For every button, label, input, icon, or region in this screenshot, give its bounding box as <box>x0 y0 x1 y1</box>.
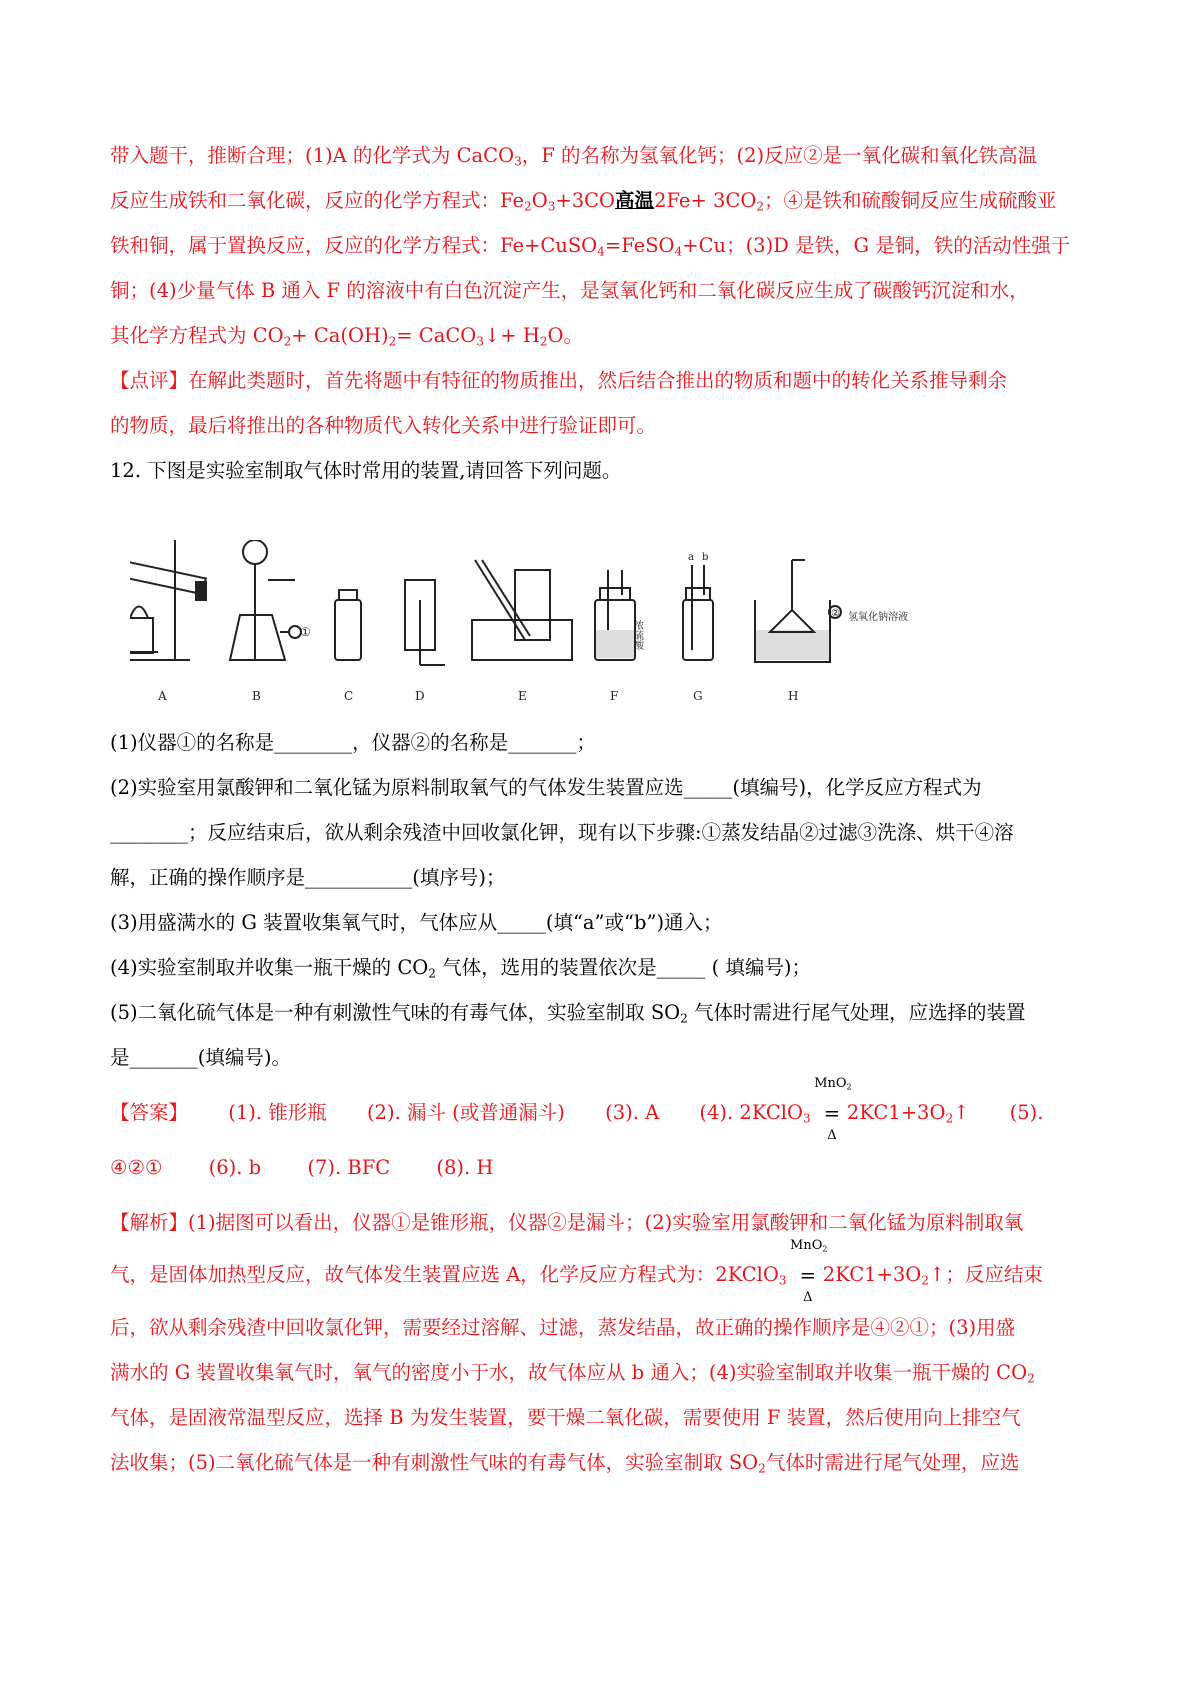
answer-1: (1). 锥形瓶 <box>228 1101 327 1124</box>
question-4 <box>110 955 811 981</box>
h-label: 氢氧化钠溶液 <box>848 612 908 623</box>
q-text: 气体，选用的装置依次是_____ ( 填编号)； <box>435 956 811 979</box>
answer-5: (5). <box>1009 1101 1044 1124</box>
sub: 2 <box>680 1011 688 1026</box>
analysis-line-1 <box>110 1210 1023 1236</box>
q-text: (4)实验室制取并收集一瓶干燥的 CO <box>110 956 429 979</box>
analysis-text: 【解析】(1)据图可以看出，仪器①是锥形瓶，仪器②是漏斗；(2)实验室用氯酸钾和二氧化锰为原料制取氧 <box>110 1211 1024 1234</box>
text: =FeSO <box>604 234 675 257</box>
text-line-1 <box>110 143 1037 169</box>
question-2a <box>110 775 982 801</box>
apparatus-e <box>472 560 572 660</box>
text: O。 <box>547 324 584 347</box>
catalyst: MnO <box>814 1075 847 1091</box>
apparatus-f <box>595 570 635 660</box>
q-text: 解，正确的操作顺序是___________(填序号)； <box>110 866 506 889</box>
sub: 3 <box>476 334 484 349</box>
text: = CaCO <box>396 324 477 347</box>
sub: 2 <box>921 1273 929 1288</box>
text-line-2 <box>110 188 1057 214</box>
question-5b <box>110 1045 291 1071</box>
apparatus-h <box>755 560 841 662</box>
apparatus-a <box>130 540 206 660</box>
label-g: G <box>693 689 703 703</box>
answer-5-value: ④②① <box>110 1156 163 1179</box>
text: O <box>531 189 548 212</box>
sub: 2 <box>283 334 292 349</box>
apparatus-b <box>230 540 301 660</box>
circle-2-label: ② <box>831 608 840 619</box>
answer-line-1 <box>110 1075 1044 1143</box>
label-a: A <box>158 689 167 703</box>
analysis-line-6 <box>110 1450 1019 1476</box>
sub: 2 <box>1027 1371 1035 1386</box>
text-line-3 <box>110 233 1070 259</box>
analysis-line-4 <box>110 1360 1035 1386</box>
question-5a <box>110 1000 1026 1026</box>
sub: 3 <box>803 1111 811 1126</box>
answer-8: (8). H <box>436 1156 494 1179</box>
text: ↓+ H <box>483 324 540 347</box>
review-text: 【点评】在解此类题时，首先将题中有特征的物质推出，然后结合推出的物质和题中的转化关系推导剩余 <box>110 369 1008 392</box>
analysis-text: 气体时需进行尾气处理，应选 <box>765 1451 1020 1474</box>
apparatus-d <box>405 580 445 665</box>
high-temp-condition: 高温 <box>615 189 655 212</box>
q-text: ________；反应结束后，欲从剩余残渣中回收氯化钾，现有以下步骤:①蒸发结晶②过滤③洗涤、烘干④溶 <box>110 821 1014 844</box>
analysis-line-5 <box>110 1405 1021 1431</box>
apparatus-c <box>335 590 361 660</box>
text: 铜；(4)少量气体 B 通入 F 的溶液中有白色沉淀产生，是氢氧化钙和二氧化碳反应生成了碳酸钙沉淀和水， <box>110 279 1029 302</box>
answer-7: (7). BFC <box>307 1156 391 1179</box>
analysis-text: 满水的 G 装置收集氧气时，氧气的密度小于水，故气体应从 b 通入；(4)实验室制取并收集一瓶干燥的 CO <box>110 1361 1028 1384</box>
text-line-4 <box>110 278 1029 304</box>
answer-3: (3). A <box>605 1101 660 1124</box>
analysis-text: ↑；反应结束 <box>928 1263 1043 1286</box>
q-text: 是_______(填编号)。 <box>110 1046 291 1069</box>
heat-symbol: Δ <box>827 1127 837 1143</box>
question-title-text: 12. 下图是实验室制取气体时常用的装置,请回答下列问题。 <box>110 459 622 482</box>
sub: 2 <box>822 1243 828 1253</box>
question-3 <box>110 910 723 936</box>
analysis-text: 气，是固体加热型反应，故气体发生装置应选 A，化学反应方程式为：2KClO <box>110 1263 779 1286</box>
g-a-label: a <box>688 552 694 563</box>
text: 2Fe+ 3CO <box>654 189 757 212</box>
label-f: F <box>610 689 619 703</box>
review-line-2 <box>110 413 656 439</box>
sub: 2 <box>758 1461 766 1476</box>
sub: 3 <box>547 199 556 214</box>
reaction-condition-2 <box>790 1237 828 1305</box>
sub: 2 <box>388 334 397 349</box>
apparatus-figure <box>130 540 950 710</box>
sub: 2 <box>846 1081 852 1091</box>
f-label: 浓硫酸 <box>631 620 643 650</box>
sub: 2 <box>945 1111 954 1126</box>
sub: 2 <box>756 199 765 214</box>
label-b: B <box>252 689 261 703</box>
answer-6: (6). b <box>208 1156 262 1179</box>
sub: 4 <box>597 244 605 259</box>
q-text: (2)实验室用氯酸钾和二氧化锰为原料制取氧气的气体发生装置应选_____(填编号)，化学反应方程式为 <box>110 776 982 799</box>
review-text: 的物质，最后将推出的各种物质代入转化关系中进行验证即可。 <box>110 414 657 437</box>
answer-2: (2). 漏斗 (或普通漏斗) <box>366 1101 565 1124</box>
question-2b <box>110 820 1014 846</box>
label-d: D <box>415 689 425 703</box>
analysis-line-2 <box>110 1237 1043 1305</box>
review-line-1 <box>110 368 1007 394</box>
analysis-text: 2KC1+3O <box>822 1263 922 1286</box>
label-h: H <box>788 689 799 703</box>
answer-line-2 <box>110 1155 493 1181</box>
gas-arrow: ↑ <box>953 1101 970 1124</box>
label-c: C <box>344 689 354 703</box>
text: ；④是铁和硫酸铜反应生成硫酸亚 <box>764 189 1057 212</box>
label-e: E <box>518 689 527 703</box>
text: 带入题干，推断合理；(1)A 的化学式为 CaCO <box>110 144 515 167</box>
sub: 4 <box>674 244 683 259</box>
q-text: (5)二氧化硫气体是一种有刺激性气味的有毒气体，实验室制取 SO <box>110 1001 681 1024</box>
text: + Ca(OH) <box>291 324 389 347</box>
q-text: (1)仪器①的名称是________，仪器②的名称是_______； <box>110 731 596 754</box>
sub: 3 <box>778 1273 787 1288</box>
answer-head: 【答案】 <box>110 1101 189 1124</box>
sub: 2 <box>539 334 548 349</box>
text: +Cu；(3)D 是铁，G 是铜，铁的活动性强于 <box>682 234 1071 257</box>
equals-sign: = <box>823 1101 841 1125</box>
text-line-5 <box>110 323 583 349</box>
answer-4-product: 2KC1+3O <box>846 1101 946 1124</box>
question-1 <box>110 730 596 756</box>
equals-sign: = <box>799 1263 816 1287</box>
text: ，F 的名称为氢氧化钙；(2)反应②是一氧化碳和氧化铁高温 <box>521 144 1038 167</box>
circle-1-label: ① <box>300 625 311 639</box>
text: 反应生成铁和二氧化碳，反应的化学方程式：Fe <box>110 189 525 212</box>
question-title <box>110 458 621 484</box>
q-text: 气体时需进行尾气处理，应选择的装置 <box>687 1001 1026 1024</box>
question-2c <box>110 865 505 891</box>
g-b-label: b <box>702 552 709 563</box>
q-text: (3)用盛满水的 G 装置收集氧气时，气体应从_____(填“a”或“b”)通入； <box>110 911 723 934</box>
heat-symbol: Δ <box>803 1289 813 1305</box>
text: 其化学方程式为 CO <box>110 324 284 347</box>
apparatus-g <box>683 565 713 660</box>
catalyst: MnO <box>790 1237 823 1253</box>
analysis-text: 法收集；(5)二氧化硫气体是一种有刺激性气味的有毒气体，实验室制取 SO <box>110 1451 759 1474</box>
text: +3CO <box>555 189 616 212</box>
answer-4: (4). 2KClO <box>699 1101 804 1124</box>
sub: 2 <box>524 199 532 214</box>
sub: 3 <box>514 154 522 169</box>
analysis-text: 后，欲从剩余残渣中回收氯化钾，需要经过溶解、过滤，蒸发结晶，故正确的操作顺序是④②①；(3)用盛 <box>110 1316 1016 1339</box>
reaction-condition <box>814 1075 852 1143</box>
analysis-text: 气体，是固液常温型反应，选择 B 为发生装置，要干燥二氧化碳，需要使用 F 装置，然后使用向上排空气 <box>110 1406 1021 1429</box>
sub: 2 <box>428 966 436 981</box>
analysis-line-3 <box>110 1315 1015 1341</box>
text: 铁和铜，属于置换反应，反应的化学方程式：Fe+CuSO <box>110 234 598 257</box>
